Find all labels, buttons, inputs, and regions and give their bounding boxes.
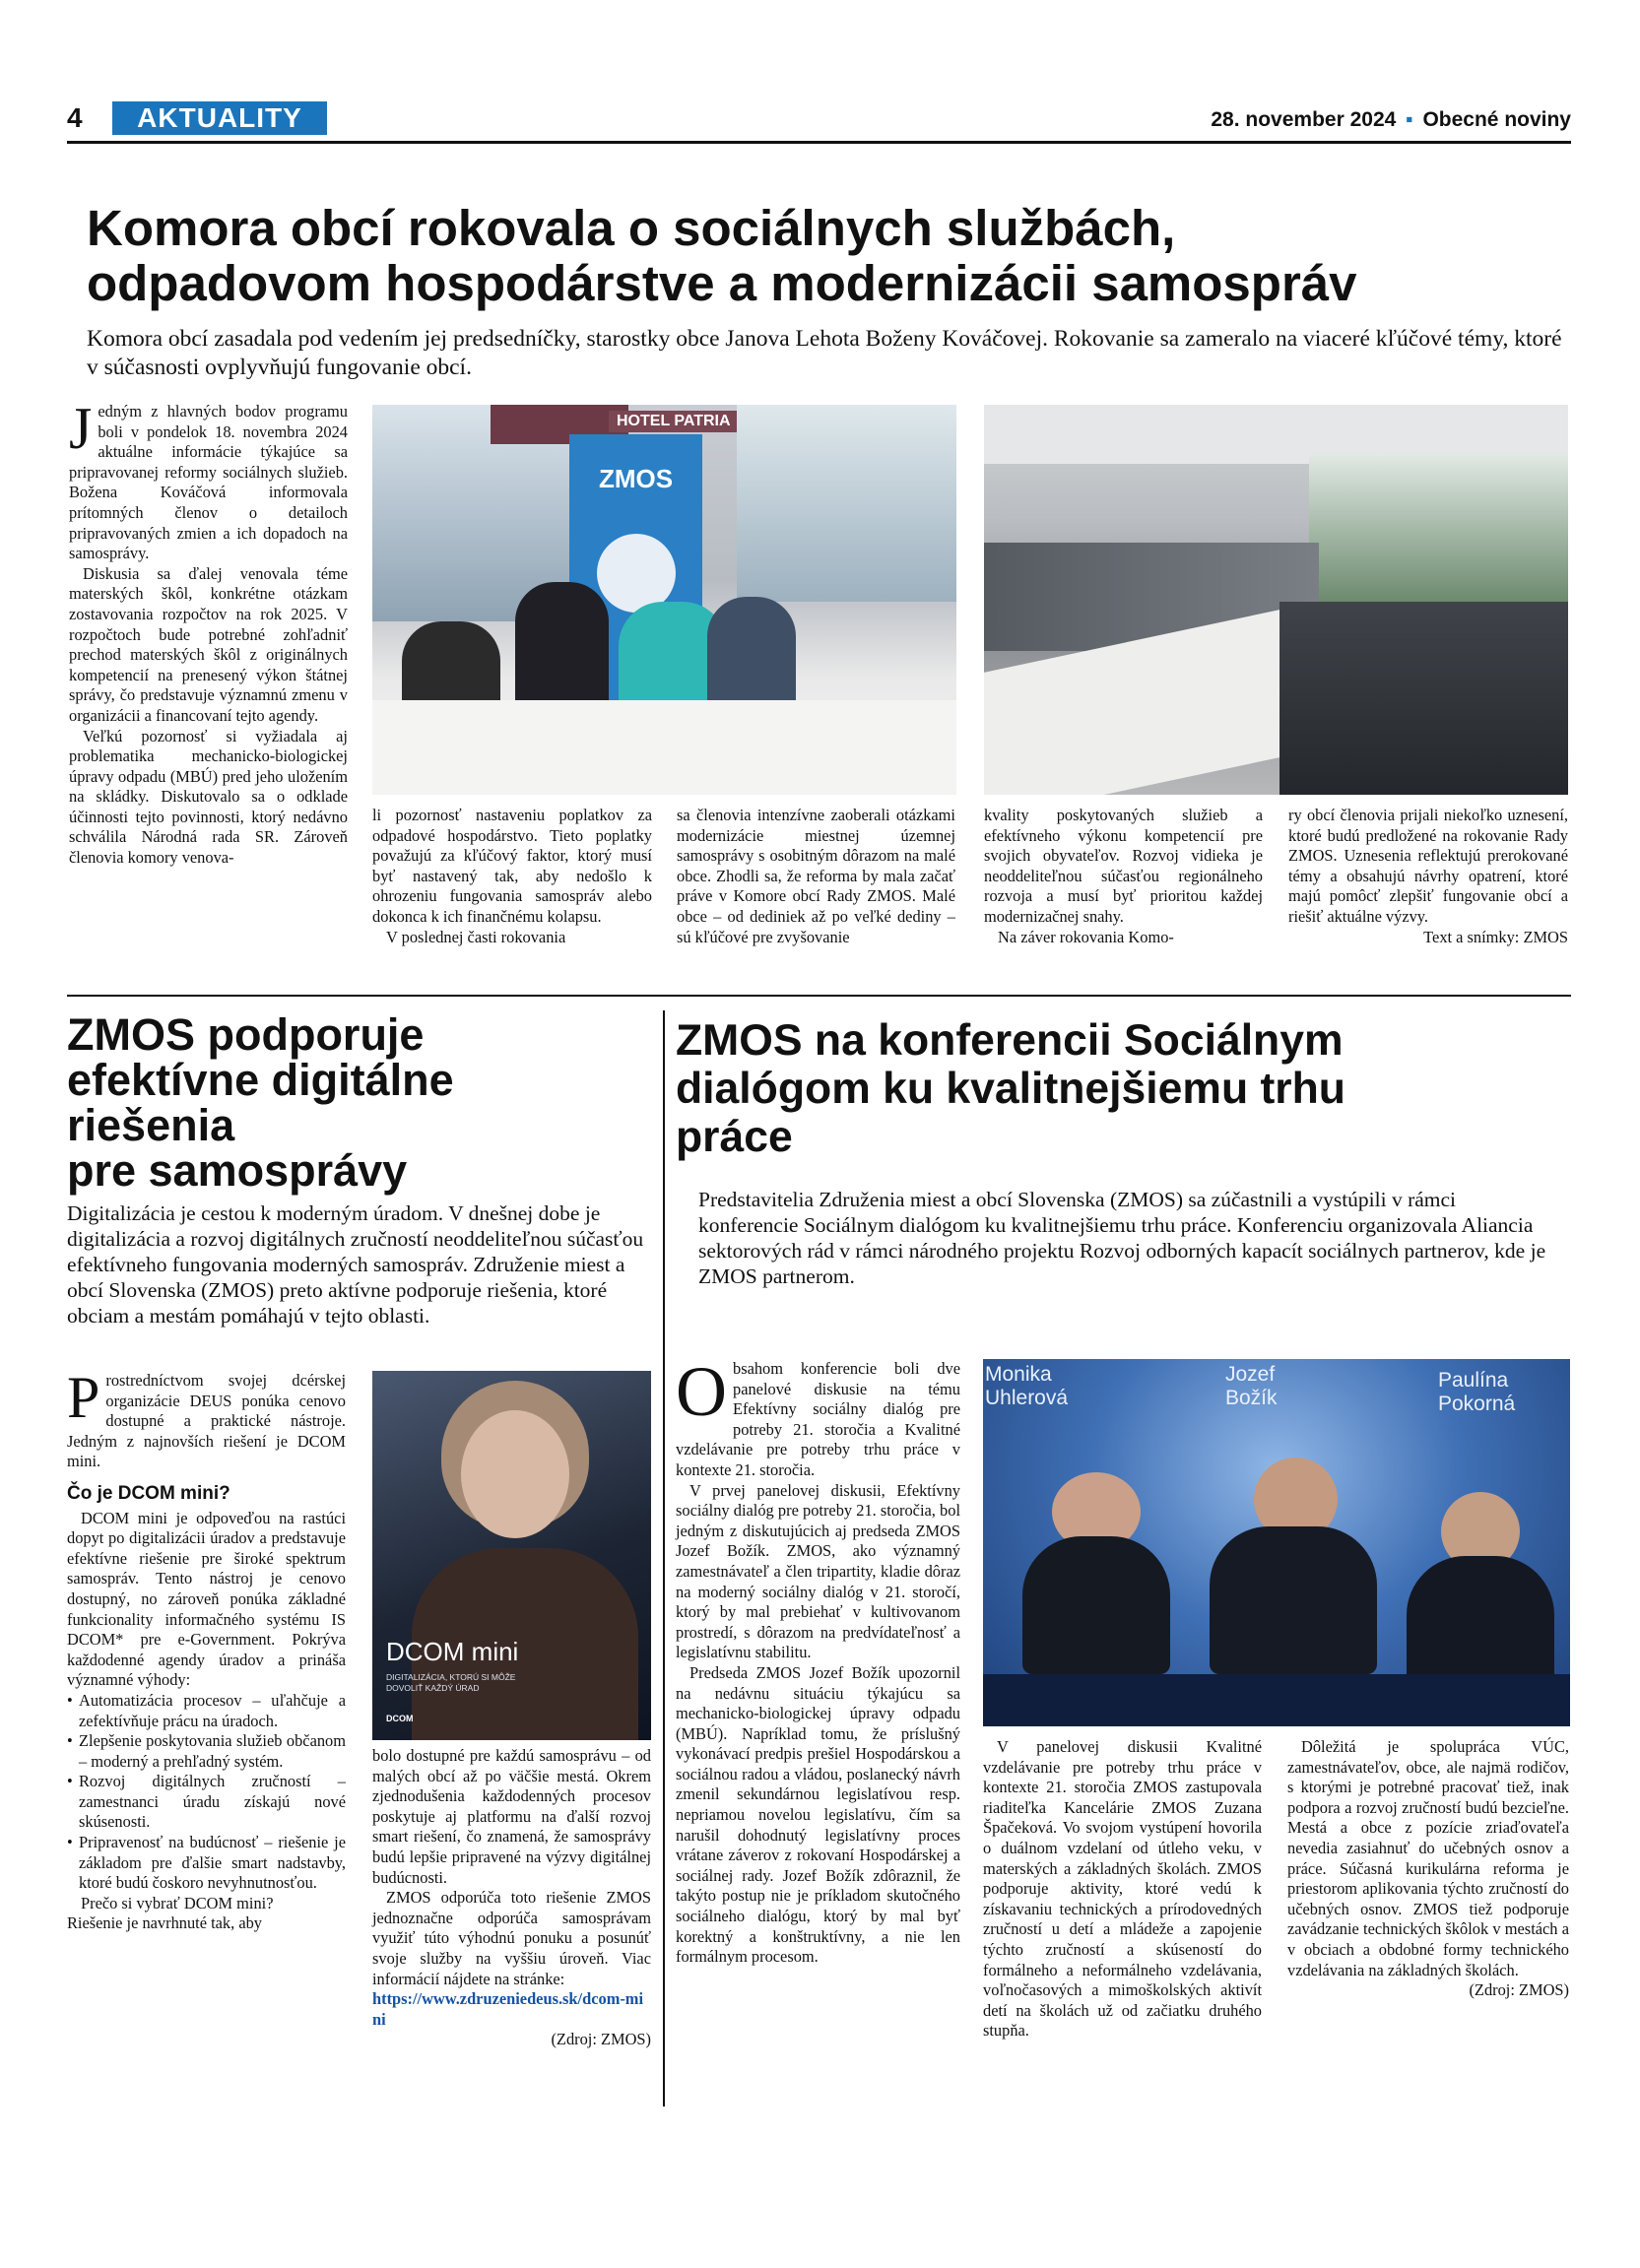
article1-col2-p1: li pozornosť nastaveniu poplatkov za odpadové hospodárstvo. Tieto poplatky považujú za kľúčový faktor, ktorý musí byť nastavený tak, aby nedošlo k ohrozeniu fungovania samospráv alebo dokonca k ich finančnému kolapsu. <box>372 806 652 926</box>
article1-col4-p2: Na záver rokovania Komo- <box>998 927 1174 946</box>
article2-p1: DCOM mini je odpoveďou na rastúci dopyt po digitalizácii úradov a predstavuje efektívne riešenie pre široké spektrum samospráv. Tento nástroj je cenovo dostupný, no zároveň ponúka základné funkcionality informačného systému IS DCOM* pre e-Government. Pokrýva každodenné agendy úradov a prináša významné výhody: <box>67 1508 346 1690</box>
article2-column1 <box>67 1365 346 1934</box>
photo-caption-name1b: Uhlerová <box>985 1387 1069 1409</box>
article2-dcom-ad <box>372 1371 651 1740</box>
article2-bullet-list <box>67 1691 346 1894</box>
article1-credit: Text a snímky: ZMOS <box>1423 927 1568 946</box>
article3-col1-p3: Predseda ZMOS Jozef Božík upozornil na nedávnu situáciu týkajúcu sa mechanicko-biologickej úpravy odpadu (MBÚ). Napríklad tomu, že príslušný vykonávací predpis prešiel Hospodárskou a sociálnou radou a vládou, poslanecký návrh zmenil sekundárnou legislatívou resp. nepriamou novelou legislatívu, čím sa narušil dohodnutý legislatívny proces vrátane záverov z rokovaní Hospodárskej a sociálnej rady. Jozef Božík zdôraznil, že takýto postup nie je príkladom skutočného sociálneho dialógu, ktorý by mal byť korektný a konštruktívny, a nie len formálnym procesom. <box>676 1662 960 1967</box>
article1-column2 <box>372 806 652 947</box>
article1-col2-p2: V poslednej časti rokovania <box>386 927 566 946</box>
article1-lead: Komora obcí zasadala pod vedením jej predsedníčky, starostky obce Janova Lehota Boženy Kováčovej. Rokovanie sa zameralo na viaceré kľúčové témy, ktoré v súčasnosti ovplyvňujú fungovanie obcí. <box>87 326 1562 380</box>
dcom-ad-title: DCOM mini <box>386 1637 519 1666</box>
article1-headline-line1: Komora obcí rokovala o sociálnych službách, <box>87 200 1176 256</box>
article2-headline-line2: efektívne digitálne <box>67 1055 454 1105</box>
article3-lead: Predstavitelia Združenia miest a obcí Slovenska (ZMOS) sa zúčastnili a vystúpili v rámci konferencie Sociálnym dialógom ku kvalitnejšiemu trhu práce. Konferenciu organizovala Aliancia sektorových rád v rámci národného projektu Rozvoj odborných kapacít sociálnych partnerov, kde je ZMOS partnerom. <box>698 1188 1546 1288</box>
article1-col4-p1: kvality poskytovaných služieb a efektívneho výkonu kompetencií pre svojich obyvateľov. Rozvoj vidieka je neoddeliteľnou súčasťou regionálneho rozvoja a musí byť prioritou každej modernizačnej snahy. <box>984 806 1263 926</box>
photo-caption-name3b: Pokorná <box>1438 1393 1516 1415</box>
article3-dropcap: O <box>676 1352 727 1431</box>
article1-column4 <box>984 806 1263 947</box>
article3-headline-line3: práce <box>676 1113 793 1161</box>
article2-p2: Prečo si vybrať DCOM mini? <box>81 1893 274 1912</box>
dcom-ad-subtitle: DIGITALIZÁCIA, KTORÚ SI MÔŽE DOVOLIŤ KAŽDÝ ÚRAD <box>386 1672 516 1693</box>
section-label <box>112 101 327 135</box>
photo1-sign-hotel: HOTEL PATRIA <box>609 411 739 432</box>
article3-headline-line1: ZMOS na konferencii Sociálnym <box>676 1016 1344 1065</box>
article2-bullet: • Automatizácia procesov – uľahčuje a zefektívňuje prácu na úradoch. <box>79 1691 346 1731</box>
photo-caption-name3a: Paulína <box>1438 1369 1509 1392</box>
article3-column2 <box>983 1737 1262 2041</box>
photo-caption-name3 <box>1438 1369 1515 1416</box>
article3-column3 <box>1287 1737 1569 2001</box>
article1-column1 <box>69 396 348 869</box>
article2-col2-p2: ZMOS odporúča toto riešenie ZMOS jednoznačne odporúča samosprávam využiť túto výhodnú ponuku a posunúť svoje služby na vyššiu úroveň. Viac informácií nájdete na stránke: <box>372 1888 651 1988</box>
article3-headline <box>676 1016 1572 1161</box>
article1-col5-p1: ry obcí členovia prijali niekoľko uznesení, ktoré budú predložené na rokovanie Rady ZMOS. Uznesenia reflektujú prerokované témy a obsahujú návrhy opatrení, ktoré majú pomôcť zlepšiť fungovanie obcí a riešiť aktuálne výzvy. <box>1288 806 1568 926</box>
article2-column2 <box>372 1746 651 2050</box>
article2-headline-line1: ZMOS podporuje <box>67 1009 425 1060</box>
article3-col2-p1: V panelovej diskusii Kvalitné vzdelávanie pre potreby trhu práce v kontexte 21. storočia ZMOS zastupovala riaditeľka Kancelárie ZMOS Zuzana Špačeková. Vo svojom vystúpení hovorila o duálnom vzdelaní od útleho veku, v materských a základných školách. ZMOS podporuje aktivity, ktoré vedú k získavaniu technických a prírodovedných zručností u detí a mládeže a zapojenie týchto zručností a skúseností do formálneho a neformálneho vzdelávania, voľnočasových a mimoškolských aktivít detí na školách už od začiatku druhého stupňa. <box>983 1737 1262 2041</box>
header-dateline <box>1211 108 1571 132</box>
article2-link[interactable]: https://www.zdruzeniedeus.sk/dcom-mini <box>372 1989 644 2029</box>
article3-column1 <box>676 1352 960 1968</box>
article1-column3 <box>677 806 955 947</box>
article2-dropcap: P <box>67 1365 100 1430</box>
article1-column5 <box>1288 806 1568 947</box>
article2-subhead: Čo je DCOM mini? <box>67 1482 230 1504</box>
dcom-ad-logo: DCOM <box>386 1714 414 1723</box>
article1-photo-audience <box>984 405 1568 795</box>
photo-caption-name2b: Božík <box>1225 1387 1278 1409</box>
article1-col1-p3: Veľkú pozornosť si vyžiadala aj problematika mechanicko-biologickej úpravy odpadu (MBÚ) pred jeho uložením na skládky. Diskutovalo sa o odklade účinnosti tejto povinnosti, ktorý nedávno schválila Národná rada SR. Zároveň členovia komory venova- <box>69 726 348 868</box>
section-label-text: AKTUALITY <box>137 102 302 133</box>
photo-caption-name2 <box>1225 1363 1278 1410</box>
article1-photo-meeting-panel <box>372 405 956 795</box>
article2-headline-line3: riešenia <box>67 1100 235 1150</box>
article2-col2-p1: bolo dostupné pre každú samosprávu – od malých obcí až po väčšie mestá. Okrem zjednodušenia každodenných procesov poskytuje aj platformu na ďalší rozvoj smart riešení, čo znamená, že samosprávy budú lepšie pripravené na výzvy digitálnej budúcnosti. <box>372 1746 651 1887</box>
header-date: 28. november 2024 <box>1211 108 1397 131</box>
article2-intro: rostredníctvom svojej dcérskej organizácie DEUS ponúka cenovo dostupné a praktické nástroje. Jedným z najnovších riešení je DCOM mini. <box>67 1371 346 1471</box>
article3-col1-p2: V prvej panelovej diskusii, Efektívny sociálny dialóg pre potreby 21. storočia, bol jedným z diskutujúcich aj predseda ZMOS Jozef Božík. ZMOS, ako významný zamestnávateľ a člen tripartity, kladie dôraz na moderný sociálny dialóg v 21. storočí, ktorý by mal prebiehať v kultivovanom prostredí, s dôrazom na predvídateľnosť a legislatívnu stabilitu. <box>676 1480 960 1662</box>
article3-photo-panel-discussion <box>983 1359 1570 1726</box>
article3-source: (Zdroj: ZMOS) <box>1469 1980 1569 2000</box>
photo1-sign-zmos: ZMOS <box>598 464 674 493</box>
section-divider-horizontal <box>67 995 1571 997</box>
article2-lead: Digitalizácia je cestou k moderným úradom. V dnešnej dobe je digitalizácia a rozvoj digitálnych zručností neoddeliteľnou súčasťou efektívneho fungovania moderných samospráv. Združenie miest a obcí Slovenska (ZMOS) preto aktívne podporuje riešenia, ktoré obciam a mestám pomáhajú v tejto oblasti. <box>67 1201 644 1328</box>
article1-headline <box>87 201 1584 311</box>
page-number: 4 <box>67 102 83 133</box>
article1-dropcap: J <box>69 396 93 461</box>
header-rule <box>67 141 1571 144</box>
article3-col1-p1: bsahom konferencie boli dve panelové diskusie na tému Efektívny sociálny dialóg pre potreby 21. storočia a Kvalitné vzdelávanie pre potreby trhu práce v kontexte 21. storočia. <box>676 1359 960 1479</box>
article1-col3-p1: sa členovia intenzívne zaoberali otázkami modernizácie miestnej územnej samosprávy s osobitným dôrazom na malé obce. Zhodli sa, že reforma by mala začať práve v Komore obcí Rady ZMOS. Malé obce – od dediniek až po veľké dediny – sú kľúčové pre zvyšovanie <box>677 806 955 946</box>
article1-col1-p2: Diskusia sa ďalej venovala téme materských škôl, konkrétne otázkam zostavovania rozpočtov na rok 2025. V rozpočtoch bude potrebné zohľadniť prechod materských škôl z originálnych kompetencií na prenesený výkon štátnej správy, čo predstavuje významnú zmenu v organizácii a financovaní tejto agendy. <box>69 563 348 725</box>
article2-bullet: • Rozvoj digitálnych zručností – zamestnanci úradu získajú nové skúsenosti. <box>79 1772 346 1833</box>
article2-p3: Riešenie je navrhnuté tak, aby <box>67 1913 262 1933</box>
photo-caption-name1a: Monika <box>985 1363 1052 1386</box>
article2-headline <box>67 1009 648 1196</box>
article3-headline-line2: dialógom ku kvalitnejšiemu trhu <box>676 1065 1345 1113</box>
article2-headline-line4: pre samosprávy <box>67 1145 408 1196</box>
article1-col1-p1: edným z hlavných bodov programu boli v pondelok 18. novembra 2024 aktuálne informácie týkajúce sa pripravovanej reformy sociálnych služieb. Božena Kováčová informovala prítomných členov o detailoch pripravovaných zmien a ich dopadoch na samosprávy. <box>69 402 348 563</box>
photo-caption-name1 <box>985 1363 1068 1410</box>
header-paper: Obecné noviny <box>1422 108 1571 131</box>
section-divider-vertical <box>663 1010 665 2106</box>
article2-bullet: • Zlepšenie poskytovania služieb občanom – moderný a prehľadný systém. <box>79 1731 346 1772</box>
header-separator: ▪ <box>1406 108 1413 131</box>
article1-headline-line2: odpadovom hospodárstve a modernizácii samospráv <box>87 255 1357 311</box>
article3-col3-p1: Dôležitá je spolupráca VÚC, zamestnávateľov, obce, ale najmä rodičov, s ktorými je potrebné pracovať tiež, inak podpora a rozvoj zručností budú bezcieľne. Mestá a obce z pozície zriaďovateľa nevedia zasiahnuť do učebných osnov a práce. Súčasná kurikulárna reforma je priestorom aplikovania týchto zručností do učebných osnov. ZMOS tiež podporuje zavádzanie technických škôlok v mestách a v obciach a obdobné formy technického vzdelávania na základných školách. <box>1287 1737 1569 1979</box>
article2-source: (Zdroj: ZMOS) <box>551 2030 651 2049</box>
article2-bullet: • Pripravenosť na budúcnosť – riešenie je základom pre ďalšie smart nadstavby, ktoré budú čoskoro nevyhnutnosťou. <box>79 1833 346 1894</box>
photo-caption-name2a: Jozef <box>1225 1363 1276 1386</box>
